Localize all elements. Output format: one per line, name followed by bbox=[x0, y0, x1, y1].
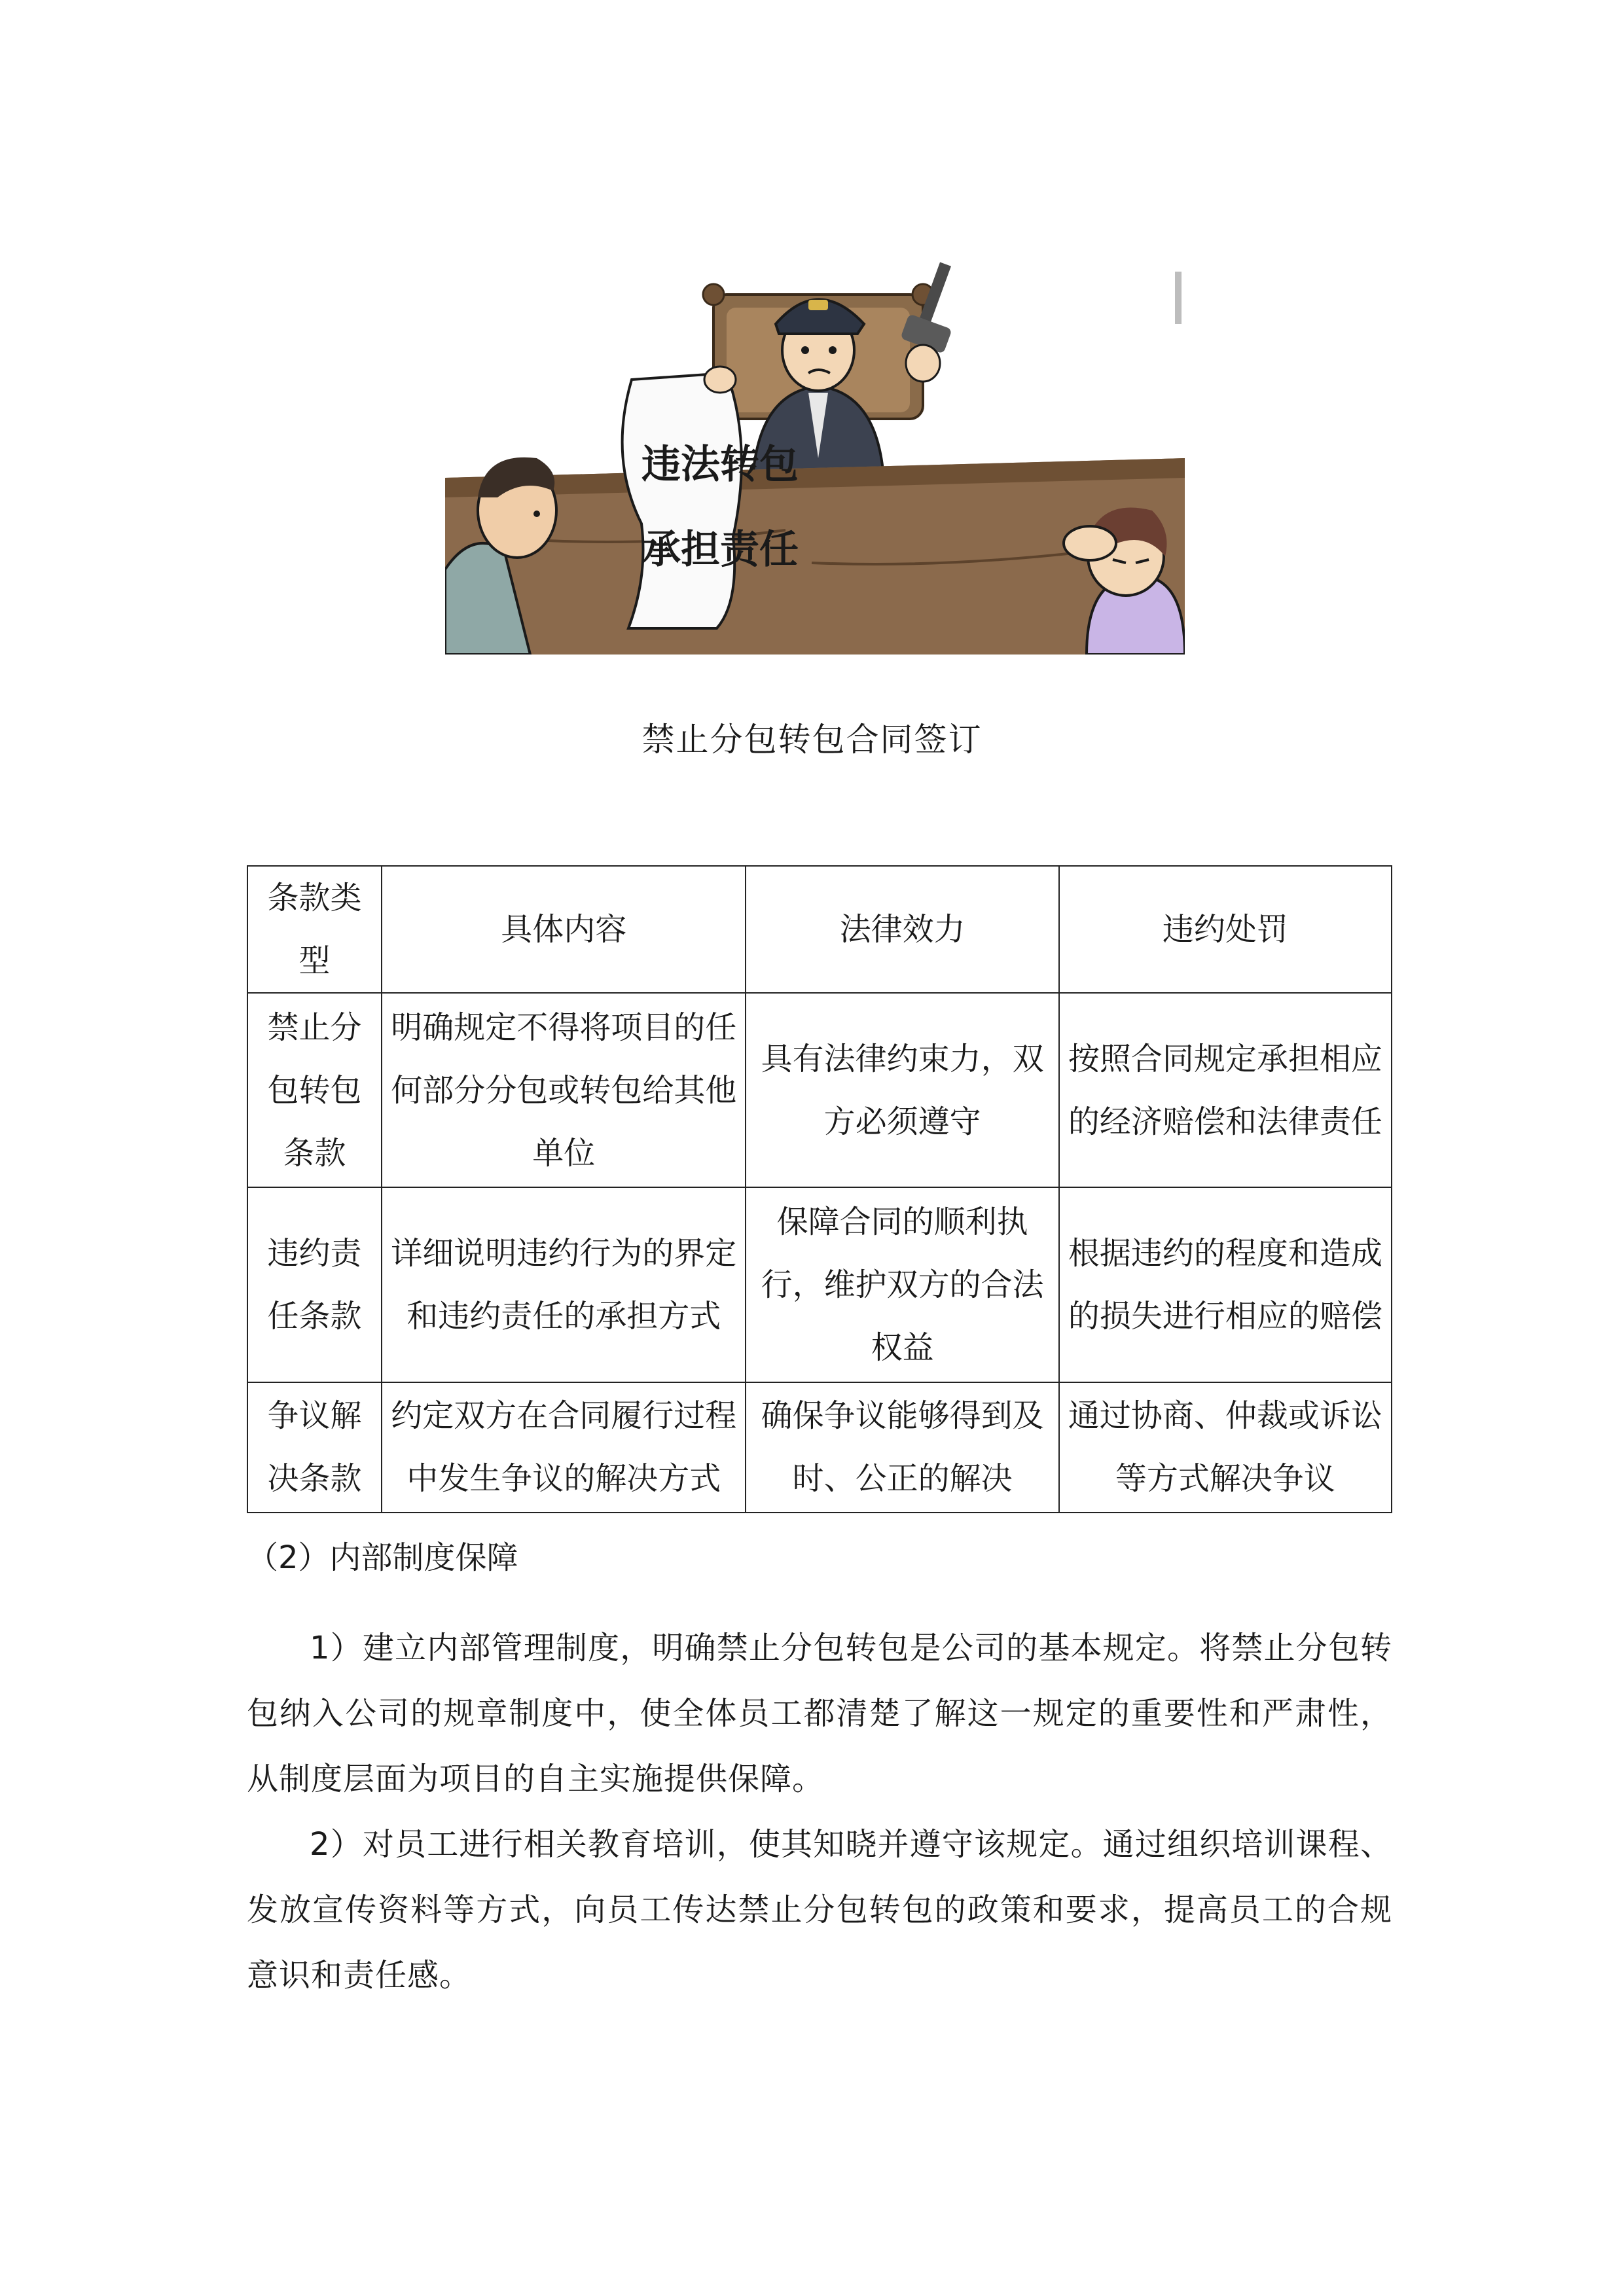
table-row bbox=[247, 993, 1392, 1187]
table-cell: 通过协商、仲裁或诉讼等方式解决争议 bbox=[1059, 1382, 1392, 1513]
courtroom-cartoon-illustration bbox=[445, 262, 1185, 655]
paragraph-2: 2）对员工进行相关教育培训，使其知晓并遵守该规定。通过组织培训课程、发放宣传资料等方式，向员工传达禁止分包转包的政策和要求，提高员工的合规意识和责任感。 bbox=[247, 1826, 1392, 1994]
table-cell: 详细说明违约行为的界定和违约责任的承担方式 bbox=[382, 1187, 746, 1382]
sign-text-line2: 承担责任 bbox=[641, 527, 799, 573]
table-cell: 约定双方在合同履行过程中发生争议的解决方式 bbox=[382, 1382, 746, 1513]
header-penalty: 违约处罚 bbox=[1059, 866, 1392, 993]
table-row bbox=[247, 1382, 1392, 1513]
table-cell: 争议解决条款 bbox=[247, 1382, 382, 1513]
figure-caption: 禁止分包转包合同签订 bbox=[641, 721, 983, 759]
table-header-row bbox=[247, 866, 1392, 993]
section-heading: （2）内部制度保障 bbox=[247, 1539, 518, 1576]
table-cell: 具有法律约束力，双方必须遵守 bbox=[746, 993, 1058, 1187]
contract-clauses-table bbox=[247, 865, 1392, 1513]
table-row bbox=[247, 1187, 1392, 1382]
table-cell: 确保争议能够得到及时、公正的解决 bbox=[746, 1382, 1058, 1513]
table-cell: 明确规定不得将项目的任何部分分包或转包给其他单位 bbox=[382, 993, 746, 1187]
table-cell: 按照合同规定承担相应的经济赔偿和法律责任 bbox=[1059, 993, 1392, 1187]
table-cell: 根据违约的程度和造成的损失进行相应的赔偿 bbox=[1059, 1187, 1392, 1382]
sign-text-line1: 违法转包 bbox=[641, 442, 799, 488]
paragraph-1: 1）建立内部管理制度，明确禁止分包转包是公司的基本规定。将禁止分包转包纳入公司的规章制度中，使全体员工都清楚了解这一规定的重要性和严肃性，从制度层面为项目的自主实施提供保障。 bbox=[247, 1630, 1392, 1797]
table-cell: 保障合同的顺利执行，维护双方的合法权益 bbox=[746, 1187, 1058, 1382]
header-legal-effect: 法律效力 bbox=[746, 866, 1058, 993]
header-content: 具体内容 bbox=[382, 866, 746, 993]
table-cell: 禁止分包转包条款 bbox=[247, 993, 382, 1187]
header-clause-type: 条款类型 bbox=[247, 866, 382, 993]
table-cell: 违约责任条款 bbox=[247, 1187, 382, 1382]
